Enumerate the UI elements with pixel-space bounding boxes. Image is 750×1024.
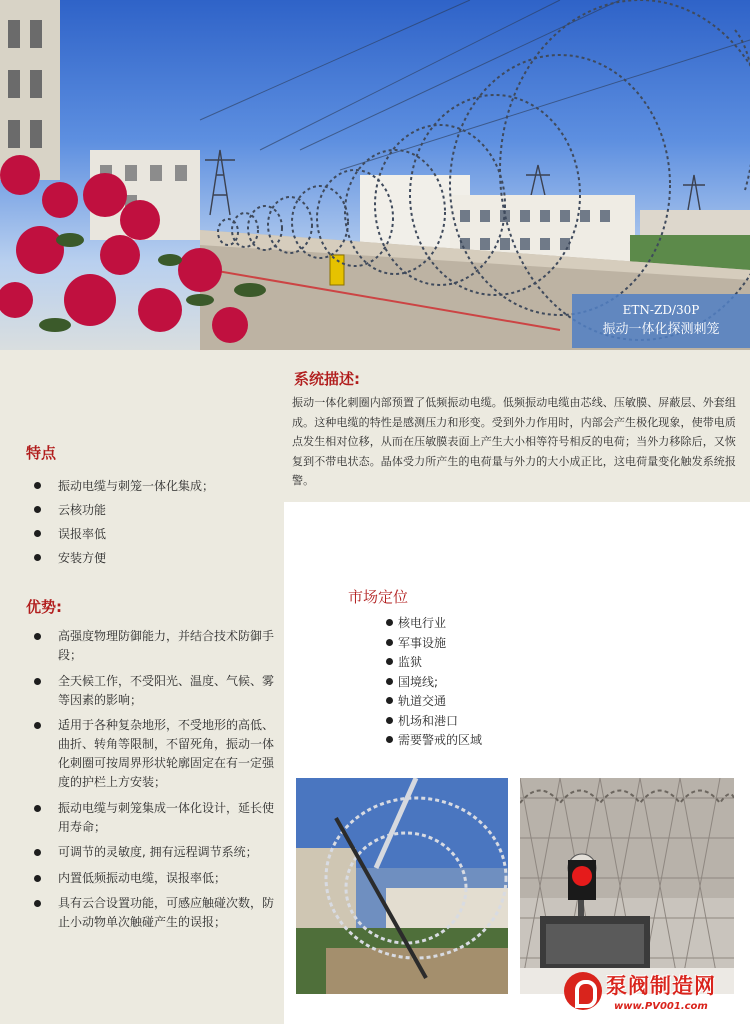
system-title: 系统描述: (294, 370, 360, 388)
fence-detector-photo (520, 778, 734, 994)
list-item: 具有云合设置功能，可感应触碰次数，防止小动物单次触碰产生的误报； (34, 894, 278, 932)
market-title: 市场定位 (348, 588, 409, 606)
advantages-title: 优势: (26, 598, 62, 616)
advantages-list (34, 627, 278, 939)
bullet-icon (34, 633, 41, 640)
product-code: ETN-ZD/30P (622, 303, 700, 317)
bullet-icon (386, 678, 393, 685)
bullet-icon (386, 717, 393, 724)
features-list (34, 478, 214, 574)
bullet-icon (34, 805, 41, 812)
list-item: 机场和港口 (386, 713, 482, 733)
bullet-icon (34, 554, 41, 561)
market-list (386, 615, 482, 752)
list-item: 适用于各种复杂地形，不受地形的高低、曲折、转角等限制，不留死角，振动一体化刺圈可按周界形状轮廓固定在有一定强度的护栏上方安装； (34, 716, 278, 792)
list-item: 高强度物理防御能力，并结合技术防御手段； (34, 627, 278, 665)
left-panel (0, 350, 284, 1024)
bullet-icon (386, 736, 393, 743)
features-title: 特点 (26, 444, 57, 462)
list-item: 安装方便 (34, 550, 214, 574)
bullet-icon (34, 722, 41, 729)
list-item: 全天候工作，不受阳光、温度、气候、雾等因素的影响； (34, 672, 278, 710)
bullet-icon (34, 506, 41, 513)
list-item: 误报率低 (34, 526, 214, 550)
bullet-icon (34, 849, 41, 856)
bullet-icon (34, 530, 41, 537)
razor-wire-closeup-photo (296, 778, 508, 994)
bullet-icon (34, 678, 41, 685)
list-item: 国境线; (386, 674, 482, 694)
system-description-panel (284, 350, 750, 502)
hero-photo (0, 0, 750, 350)
bullet-icon (386, 697, 393, 704)
bullet-icon (386, 619, 393, 626)
list-item: 监狱 (386, 654, 482, 674)
brand-logo-icon (564, 972, 602, 1010)
list-item: 云核功能 (34, 502, 214, 526)
site-watermark (562, 968, 742, 1022)
list-item: 轨道交通 (386, 693, 482, 713)
market-panel (284, 502, 750, 1024)
list-item: 可调节的灵敏度, 拥有远程调节系统； (34, 843, 278, 862)
product-name: 振动一体化探测刺笼 (602, 322, 720, 337)
list-item: 核电行业 (386, 615, 482, 635)
bullet-icon (386, 658, 393, 665)
product-caption (572, 294, 750, 348)
list-item: 振动电缆与刺笼集成一体化设计，延长使用寿命； (34, 799, 278, 837)
system-description: 振动一体化刺圈内部预置了低频振动电缆。低频振动电缆由芯线、压敏膜、屏蔽层、外套组成。这种电缆的特性是感测压力和形变。受到外力作用时，内部会产生极化现象，使带电质点发生相对位移，从而在压敏膜表面上产生大小相等符号相反的电荷；当外力移除后，又恢复到不带电状态。晶体受力所产生的电荷量与外力的大小成正比，这电荷量变化触发系统报警。 (292, 396, 736, 487)
bullet-icon (34, 482, 41, 489)
list-item: 内置低频振动电缆，误报率低； (34, 869, 278, 888)
bullet-icon (386, 639, 393, 646)
list-item: 军事设施 (386, 635, 482, 655)
watermark-title: 泵阀制造网 (606, 974, 716, 998)
list-item: 振动电缆与刺笼一体化集成； (34, 478, 214, 502)
list-item: 需要警戒的区域 (386, 732, 482, 752)
bullet-icon (34, 875, 41, 882)
watermark-url: www.PV001.com (614, 1001, 708, 1012)
bullet-icon (34, 900, 41, 907)
